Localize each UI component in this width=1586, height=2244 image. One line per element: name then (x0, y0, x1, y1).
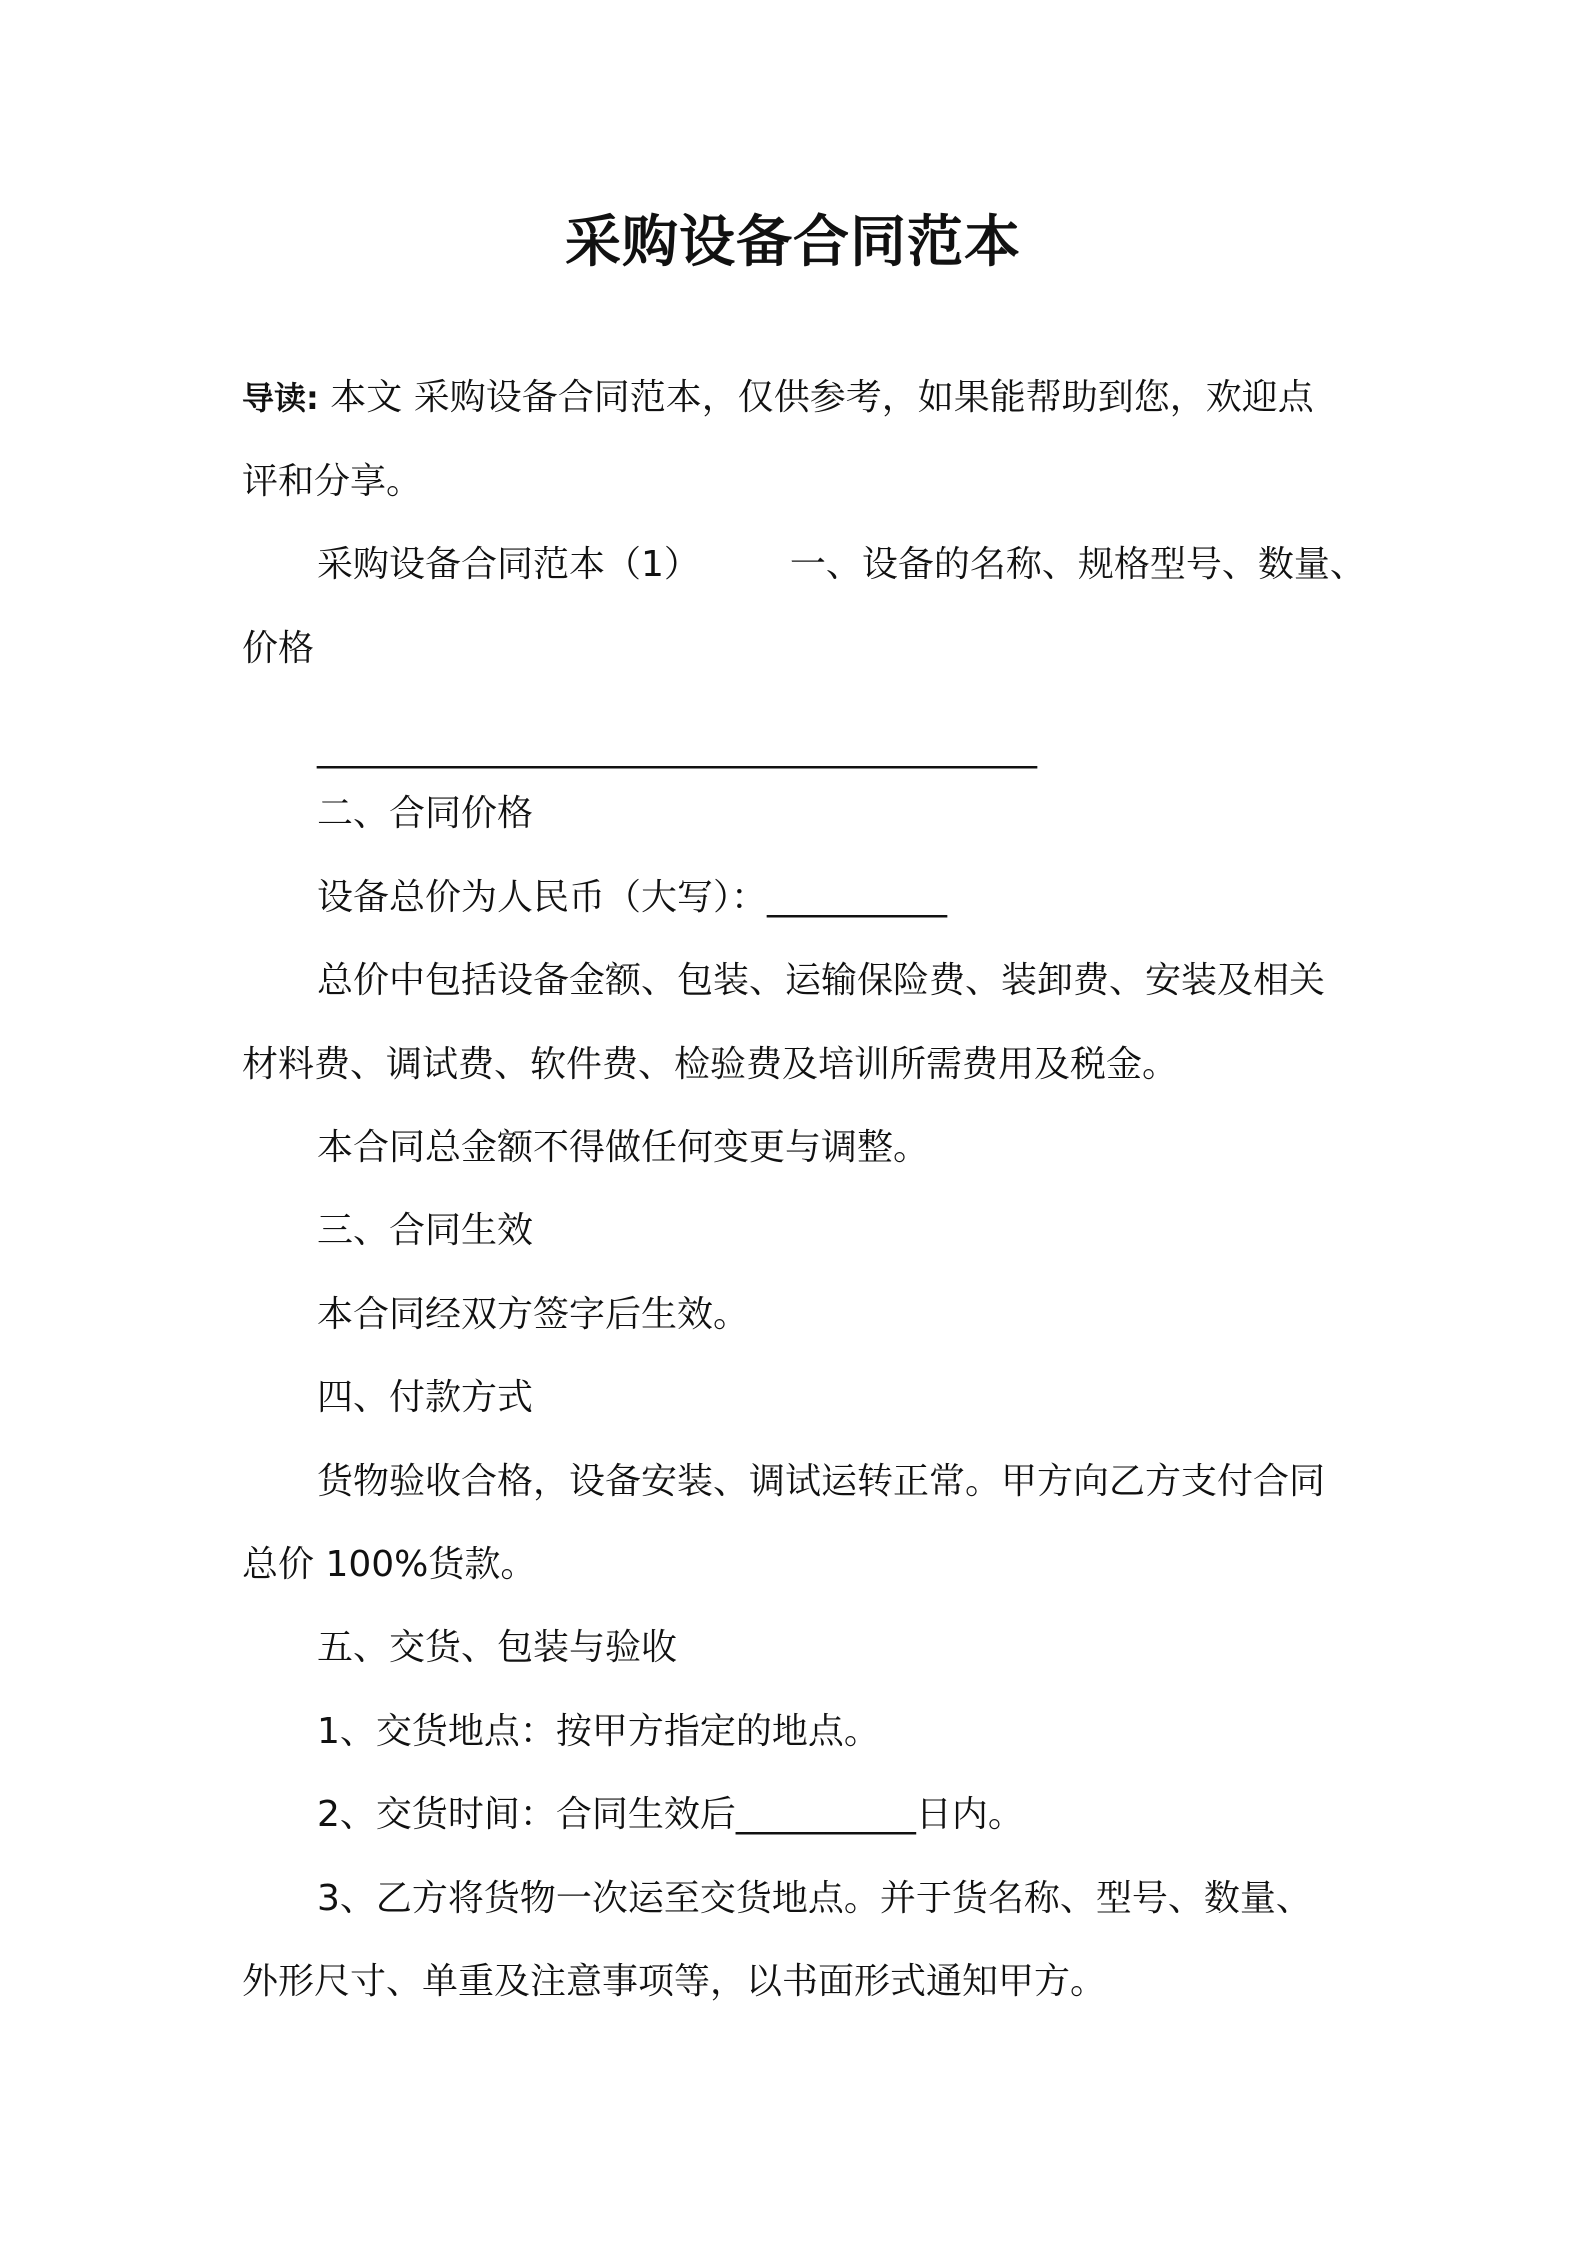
document-title: 采购设备合同范本 (565, 210, 1021, 275)
section2-no-change: 本合同总金额不得做任何变更与调整。 (317, 1127, 930, 1168)
section2-heading: 二、合同价格 (317, 793, 534, 834)
section5-item-2: 2、交货时间：合同生效后__________日内。 (317, 1794, 1024, 1835)
section5-item-3-line-2: 外形尺寸、单重及注意事项等，以书面形式通知甲方。 (242, 1961, 1107, 2002)
section1-heading (317, 541, 1366, 589)
intro-text-1: 本文 采购设备合同范本，仅供参考，如果能帮助到您，欢迎点 (330, 377, 1314, 418)
section2-includes-1: 总价中包括设备金额、包装、运输保险费、装卸费、安装及相关 (317, 960, 1326, 1001)
section1-heading-left: 采购设备合同范本（1） (317, 544, 700, 585)
section5-heading: 五、交货、包装与验收 (317, 1627, 678, 1668)
section3-text: 本合同经双方签字后生效。 (317, 1294, 750, 1335)
intro-line-1 (242, 374, 1314, 422)
section1-blank-line: ________________________________________ (317, 728, 1037, 769)
section5-item-3-line-1: 3、乙方将货物一次运至交货地点。并于货名称、型号、数量、 (317, 1878, 1312, 1919)
section2-includes-2: 材料费、调试费、软件费、检验费及培训所需费用及税金。 (242, 1044, 1179, 1085)
section4-text-1: 货物验收合格，设备安装、调试运转正常。甲方向乙方支付合同 (317, 1461, 1326, 1502)
section4-text-2: 总价 100%货款。 (242, 1544, 537, 1585)
intro-label: 导读: (242, 379, 319, 417)
section1-heading-cont: 价格 (242, 628, 315, 669)
intro-text-2: 评和分享。 (242, 461, 423, 502)
section1-heading-right: 一、设备的名称、规格型号、数量、 (789, 544, 1366, 585)
section2-total-price: 设备总价为人民币（大写）：__________ (317, 877, 948, 918)
section5-item-1: 1、交货地点：按甲方指定的地点。 (317, 1711, 880, 1752)
section3-heading: 三、合同生效 (317, 1210, 534, 1251)
section4-heading: 四、付款方式 (317, 1377, 534, 1418)
